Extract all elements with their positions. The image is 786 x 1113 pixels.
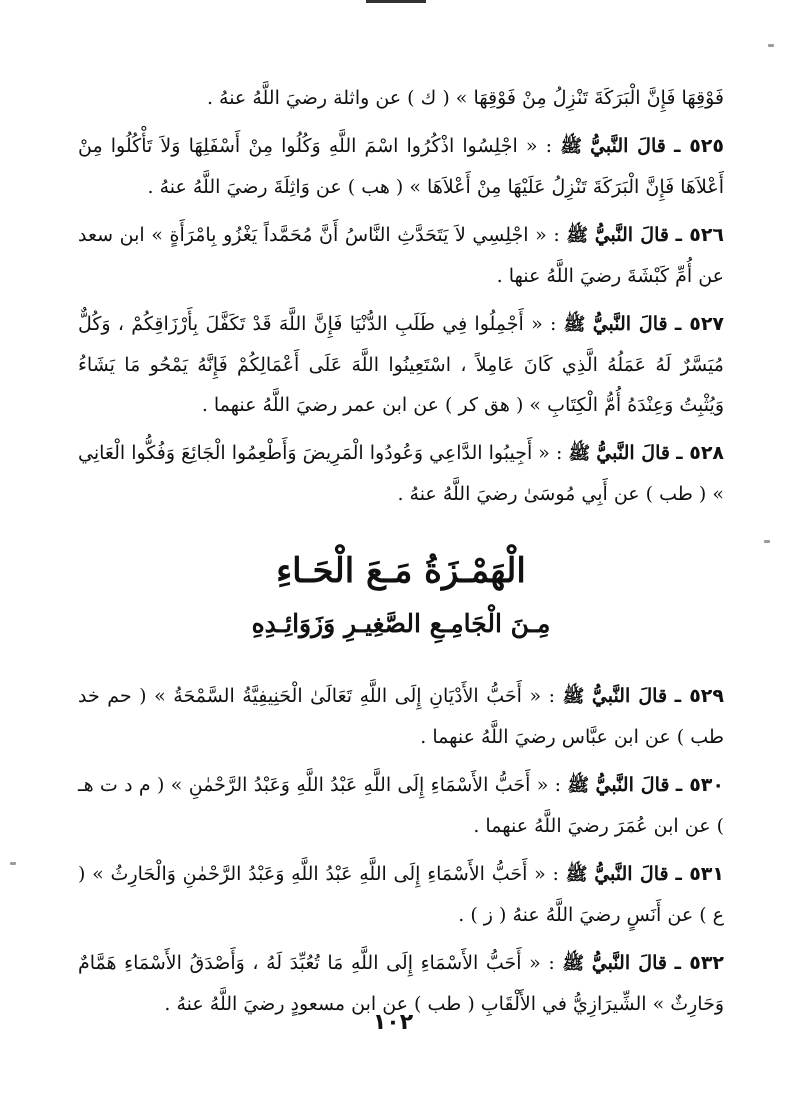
hadith-intro: قالَ النَّبيُّ: [592, 313, 668, 335]
top-rule: [366, 0, 426, 3]
section-subtitle: مِـنَ الْجَامِـعِ الصَّغِيـرِ وَزَوَائِـدِهِ: [251, 609, 551, 638]
salawat-glyph: ﷺ: [562, 686, 585, 707]
hadith-intro: قالَ النَّبيُّ: [591, 952, 667, 974]
hadith-number: ٥٢٨ ـ: [676, 442, 725, 464]
hadith-entry-528: [78, 433, 724, 514]
hadith-number: ٥٣٠ ـ: [675, 774, 724, 796]
scan-mark: [768, 44, 774, 47]
scan-mark: [764, 540, 770, 543]
salawat-glyph: ﷺ: [566, 225, 589, 246]
hadith-intro: قالَ النَّبيُّ: [596, 442, 670, 464]
hadith-intro: قالَ النَّبيُّ: [594, 224, 669, 246]
hadith-intro: قالَ النَّبيُّ: [595, 774, 670, 796]
hadith-text: : « أَحَبُّ الأَسْمَاءِ إِلَى اللَّهِ عَبْدُ اللَّهِ وَعَبْدُ الرَّحْمٰنِ وَالْحَارِثُ » ( ع ) عن أَنَسٍ رضيَ اللَّهُ عنهُ ( ز ) .: [78, 863, 724, 926]
hadith-number: ٥٢٦ ـ: [675, 224, 725, 246]
scan-mark: [10, 862, 16, 865]
hadith-number: ٥٣١ ـ: [675, 863, 724, 885]
salawat-glyph: ﷺ: [563, 314, 586, 335]
hadith-intro: قالَ النَّبيُّ: [591, 685, 668, 707]
hadith-text: : « أَحَبُّ الأَسْمَاءِ إِلَى اللَّهِ عَبْدُ اللَّهِ وَعَبْدُ الرَّحْمٰنِ » ( م د ت هـ ) عن ابن عُمَرَ رضيَ اللَّهُ عنهما .: [78, 774, 724, 837]
hadith-entry-529: [78, 676, 724, 757]
salawat-glyph: ﷺ: [567, 775, 590, 796]
hadith-number: ٥٢٧ ـ: [674, 313, 725, 335]
hadith-text: : « اجْلِسُوا اذْكُرُوا اسْمَ اللَّهِ وَكُلُوا مِنْ أَسْفَلِهَا وَلاَ تَأْكُلُوا مِنْ أَعْلاَهَا فَإِنَّ الْبَرَكَةَ تَنْزِلُ عَلَيْهَا مِنْ أَعْلاَهَا » ( هب ) عن وَاثِلَةَ رضيَ اللَّهُ عنهُ .: [78, 135, 724, 198]
hadith-text: : « أَحَبُّ الأَسْمَاءِ إِلَى اللَّهِ مَا تُعُبِّدَ لَهُ ، وَأَصْدَقُ الأَسْمَاءِ هَمَّامٌ وَحَارِثٌ » الشِّيرَازِيُّ في الأَلْقَابِ ( طب ) عن ابن مسعودٍ رضيَ اللَّهُ عنهُ .: [78, 952, 724, 1015]
salawat-glyph: ﷺ: [560, 136, 582, 157]
hadith-entry-527: [78, 304, 724, 425]
hadith-text: فَوْقِهَا فَإِنَّ الْبَرَكَةَ تَنْزِلُ مِنْ فَوْقِهَا » ( ك ) عن واثلة رضيَ اللَّهُ عنهُ .: [206, 87, 724, 109]
hadith-text: : « أَجِيبُوا الدَّاعِي وَعُودُوا الْمَرِيضَ وَأَطْعِمُوا الْجَائِعَ وَفُكُّوا الْعَانِي » ( طب ) عن أَبِي مُوسَىٰ رضيَ اللَّهُ عنهُ .: [78, 442, 724, 505]
hadith-entry-continuation: [78, 78, 724, 118]
hadith-number: ٥٢٩ ـ: [674, 685, 724, 707]
hadith-intro: قالَ النَّبيُّ: [594, 863, 669, 885]
hadith-entry-525: [78, 126, 724, 207]
hadith-text: : « أَحَبُّ الأَدْيَانِ إِلَى اللَّهِ تَعَالَىٰ الْحَنِيفِيَّةُ السَّمْحَةُ » ( حم خد طب ) عن ابن عبَّاس رضيَ اللَّهُ عنهما .: [78, 685, 724, 748]
salawat-glyph: ﷺ: [562, 953, 585, 974]
hadith-entry-531: [78, 854, 724, 935]
hadith-number: ٥٣٢ ـ: [674, 952, 725, 974]
document-page: [78, 78, 724, 1032]
hadith-intro: قالَ النَّبيُّ: [590, 135, 666, 157]
hadith-text: : « أَجْمِلُوا فِي طَلَبِ الدُّنْيَا فَإِنَّ اللَّهَ قَدْ تَكَفَّلَ بِأَرْزَاقِكُمْ ، وَكُلٌّ مُيَسَّرٌ لَهُ عَمَلُهُ الَّذِي كَانَ عَامِلاً ، اسْتَعِينُوا اللَّهَ عَلَى أَعْمَالِكُمْ فَإِنَّهُ يَمْحُو مَا يَشَاءُ وَيُثْبِتُ وَعِنْدَهُ أُمُّ الْكِتَابِ » ( هق كر ) عن ابن عمر رضيَ اللَّهُ عنهما .: [78, 313, 724, 416]
hadith-entry-526: [78, 215, 724, 296]
salawat-glyph: ﷺ: [568, 443, 591, 464]
section-title: الْهَمْـزَةُ مَـعَ الْحَـاءِ: [276, 551, 526, 591]
page-number: ١٠٢: [372, 1010, 414, 1035]
hadith-number: ٥٢٥ ـ: [673, 135, 724, 157]
hadith-entry-530: [78, 765, 724, 846]
salawat-glyph: ﷺ: [565, 864, 588, 885]
hadith-text: : « اجْلِسِي لاَ يَتَحَدَّثِ النَّاسُ أَنَّ مُحَمَّداً يَغْزُو بِامْرَأَةٍ » ابن سعد عن أُمِّ كَبْشَةَ رضيَ اللَّهُ عنها .: [78, 224, 724, 287]
